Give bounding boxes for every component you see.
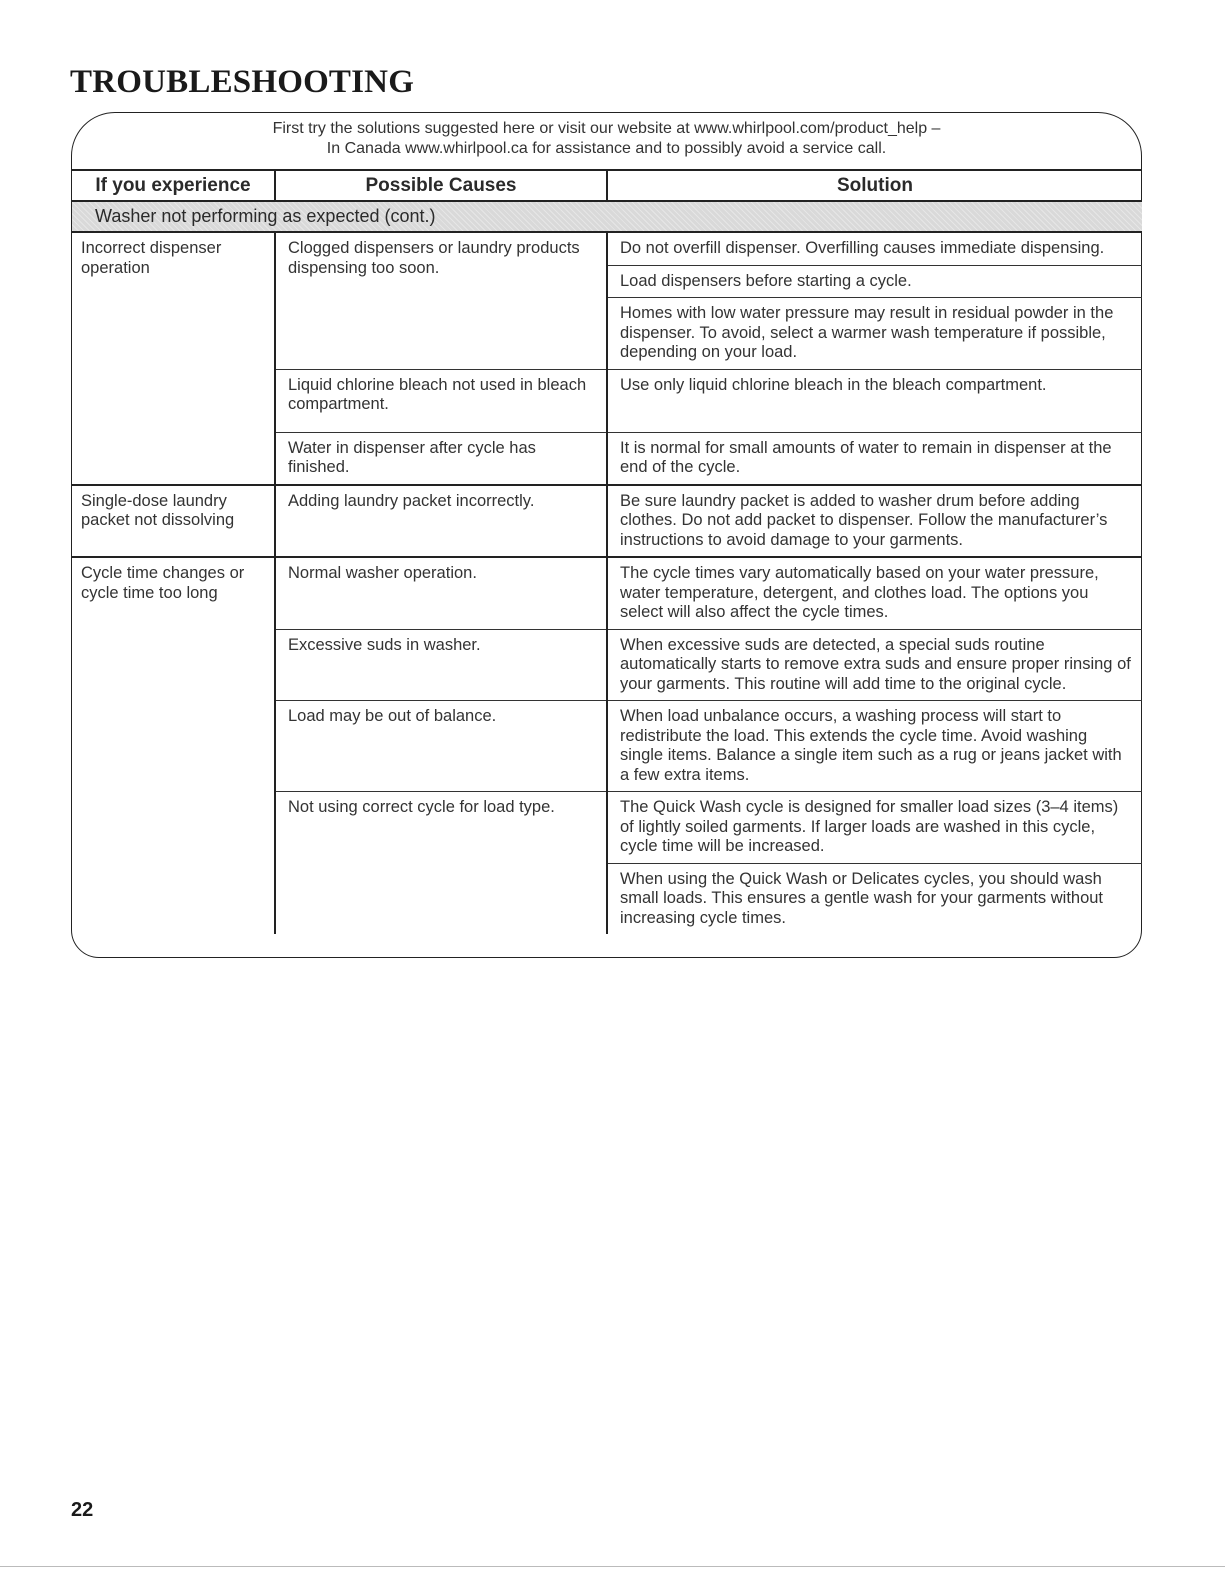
solution-cell: It is normal for small amounts of water to remain in dispenser at the end of the cycle. xyxy=(607,432,1142,485)
cause-cell: Normal washer operation. xyxy=(275,557,607,629)
cause-cell: Water in dispenser after cycle has finished. xyxy=(275,432,607,485)
solution-cell: Be sure laundry packet is added to washer drum before adding clothes. Do not add packet to dispenser. Follow the manufacturer’s instructions to avoid damage to your garments. xyxy=(607,485,1142,558)
problem-cell: Single-dose laundry packet not dissolving xyxy=(72,485,275,558)
section-heading: Washer not performing as expected (cont.) xyxy=(72,201,1142,232)
cause-cell: Clogged dispensers or laundry products dispensing too soon. xyxy=(275,232,607,369)
bottom-rule xyxy=(0,1566,1225,1567)
solution-cell: The cycle times vary automatically based on your water pressure, water temperature, detergent, and clothes load. The options you select will also affect the cycle times. xyxy=(607,557,1142,629)
table-row xyxy=(72,557,1142,629)
cause-cell: Excessive suds in washer. xyxy=(275,629,607,701)
troubleshooting-table xyxy=(72,169,1142,934)
solution-cell: Do not overfill dispenser. Overfilling causes immediate dispensing. xyxy=(607,232,1142,265)
section-row xyxy=(72,201,1142,232)
solution-cell: The Quick Wash cycle is designed for smaller load sizes (3–4 items) of lightly soiled garments. If larger loads are washed in this cycle, cycle time will be increased. xyxy=(607,792,1142,864)
cause-cell: Not using correct cycle for load type. xyxy=(275,792,607,935)
intro-line-1: First try the solutions suggested here or visit our website at www.whirlpool.com/product_help – xyxy=(272,120,941,137)
solution-cell: When using the Quick Wash or Delicates cycles, you should wash small loads. This ensures a gentle wash for your garments without increasing cycle times. xyxy=(620,869,1104,927)
table-row xyxy=(72,232,1142,265)
cause-cell: Liquid chlorine bleach not used in bleach compartment. xyxy=(275,369,607,432)
page-title: TROUBLESHOOTING xyxy=(70,64,415,100)
cause-cell: Adding laundry packet incorrectly. xyxy=(275,485,607,558)
table-row xyxy=(72,485,1142,558)
solution-cell: When excessive suds are detected, a special suds routine automatically starts to remove extra suds and ensure proper rinsing of your garments. This routine will add time to the original cycle. xyxy=(607,629,1142,701)
header-problem: If you experience xyxy=(72,170,275,201)
intro-line-2: In Canada www.whirlpool.ca for assistance and to possibly avoid a service call. xyxy=(326,140,887,157)
problem-cell: Cycle time changes or cycle time too long xyxy=(72,557,275,934)
header-row xyxy=(72,170,1142,201)
problem-cell: Incorrect dispenser operation xyxy=(72,232,275,485)
solution-cell: Homes with low water pressure may result in residual powder in the dispenser. To avoid, select a warmer wash temperature if possible, depending on your load. xyxy=(607,298,1142,370)
header-causes: Possible Causes xyxy=(275,170,607,201)
solution-cell: When load unbalance occurs, a washing process will start to redistribute the load. This extends the cycle time. Avoid washing single items. Balance a single item such as a rug or jeans jacket with a few extra items. xyxy=(607,701,1142,792)
page-number: 22 xyxy=(71,1499,94,1521)
solution-cell: Use only liquid chlorine bleach in the bleach compartment. xyxy=(607,369,1142,432)
solution-cell: Load dispensers before starting a cycle. xyxy=(607,265,1142,298)
header-solution: Solution xyxy=(607,170,1142,201)
intro-text xyxy=(72,119,1141,159)
cause-cell: Load may be out of balance. xyxy=(275,701,607,792)
